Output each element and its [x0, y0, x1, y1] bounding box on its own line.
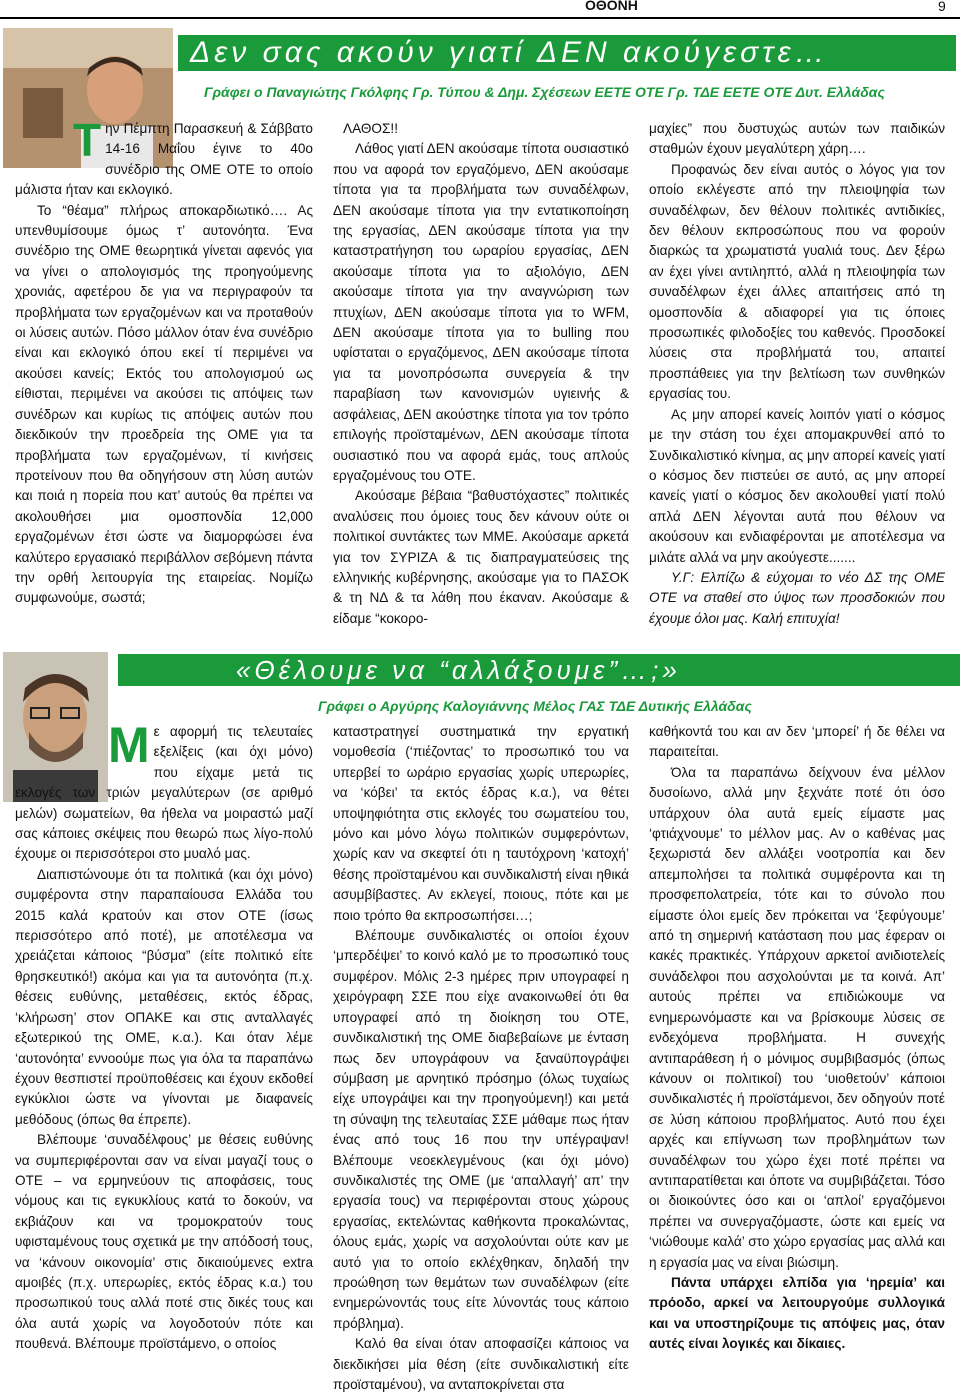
paragraph: μαχίες” που δυστυχώς αυτών των παιδικών σταθμών έχουν μεγαλύτερη χάρη….	[649, 121, 945, 157]
paragraph: Καλό θα είναι όταν αποφασίζει κάποιος να διεκδικήσει μία θέση (είτε συνδικαλιστική είτε προϊσταμένου), να ανταποκρίνεται στα	[333, 1336, 629, 1392]
article-2-column-3	[649, 722, 945, 1355]
drop-cap: Μ	[108, 717, 150, 773]
section-title: ΟΘΟΝΗ	[585, 0, 638, 13]
paragraph: Βλέπουμε συνδικαλιστές οι οποίοι έχουν ‘μπερδέψει’ το κοινό καλό με το προσωπικό τους συμφέρον. Μόλις 2-3 ημέρες πριν υπογραφεί η χειρόγραφη ΣΣΕ που είχε ανακοινωθεί ότι θα υπογραφεί από τη διοίκηση του ΟΤΕ, συνδικαλιστική της ΟΜΕ διαβεβαίωνε με ένταση πως δεν υπογράφουν να ξαναϋπογράψει σύμβαση με αρνητικό πρόσημο (όλως τυχαίως είχε υπογράψει και την προηγούμενη!) και μετά τη σύναψη της τελευταίας ΣΣΕ μάθαμε πως ήταν ένας από τους 16 που την υπέγραψαν! Βλέπουμε νεοεκλεγμένους (και όχι μόνο) συνδικαλιστές της ΟΜΕ (με ‘απαλλαγή’ απ’ την εργασία τους) να περιφέρονται στους χώρους εργασίας, εκτελώντας καθήκοντα προκαλώντας, όλους εμάς, χωρίς να ασχολούνται ούτε καν με αυτό για το οποίο εκλέχθηκαν, δηλαδή την προώθηση των θεμάτων των συναδέλφων (είτε ενημερώνοντάς τους είτε λύνοντάς τους κάποιο πρόβλημα).	[333, 928, 629, 1331]
article-2-title: «Θέλουμε να “αλλάξουμε”…;»	[118, 654, 960, 686]
article-1-column-2	[333, 119, 629, 629]
paragraph: Ακούσαμε βέβαια “βαθυστόχαστες” πολιτικές αναλύσεις που όμοιες τους δεν κάνουν ούτε οι πολιτικοί συντάκτες των ΜΜΕ. Ακούσαμε αρκετά για τον ΣΥΡΙΖΑ & τις διαπραγματεύσεις της ελληνικής κυβέρνησης, ακούσαμε για το ΠΑΣΟΚ & τη ΝΔ & τα λάθη που έκαναν. Ακούσαμε & είδαμε “κοκορο-	[333, 488, 629, 626]
paragraph: καθήκοντά του και αν δεν ‘μπορεί’ ή δε θέλει να παραιτείται.	[649, 724, 945, 760]
article-1-column-3	[649, 119, 945, 629]
paragraph: Προφανώς δεν είναι αυτός ο λόγος για τον οποίο εκλέγεστε από την πλειοψηφία των συναδέλφων, δεν θέλουν πολιτικές αντιδικίες, δεν θέλουν εκπροσώπους που να φορούν διαρκώς τα χρωματιστά γυαλιά τους. Δεν ξέρω αν έχει γίνει αντιληπτό, αλλά η πλειοψηφία των συναδέλφων έχει άλλες απαιτήσεις από τη ομοσπονδία & αδιαφορεί για τις όποιες προσωπικές φιλοδοξίες του καθενός. Προσδοκεί λύσεις στα προβλήματά του, απαιτεί προσπάθειες για την βελτίωση των συνθηκών εργασίας του.	[649, 161, 945, 402]
paragraph: ην Πέμπτη Παρασκευή & Σάββατο 14-16 Μαΐου έγινε το 40ο συνέδριο της ΟΜΕ ΟΤΕ το οποίο μάλιστα ήταν και εκλογικό.	[15, 121, 313, 198]
drop-cap: Τ	[73, 114, 102, 166]
article-1-title: Δεν σας ακούν γιατί ΔΕΝ ακούγεστε…	[178, 35, 956, 71]
paragraph: καταστρατηγεί συστηματικά την εργατική νομοθεσία (‘πιέζοντας’ το προσωπικό του να υπερβεί το ωράριο εργασίας χωρίς υπερωρίες, να ‘κόβει’ τα εκτός έδρας κ.α.), να θέτει υποψηφιότητα στις εκλογές του σωματείου του, μόνο και μόνο λόγω πολιτικών συμφερόντων, χωρίς καν να σκεφτεί ότι η ταυτόχρονη ‘κατοχή’ θέσης προϊσταμένου και συνδικαλιστή είναι ηθικά ασυμβίβαστες. Αν εκλεγεί, ποιους, πότε και με ποιο τρόπο θα εκπροσωπήσει…;	[333, 724, 629, 923]
postscript: Υ.Γ: Ελπίζω & εύχομαι το νέο ΔΣ της ΟΜΕ ΟΤΕ να σταθεί στο ύψος των προσδοκιών που έχουμε όλοι μας. Καλή επιτυχία!	[649, 569, 945, 626]
article-2-column-1	[15, 717, 313, 1355]
paragraph: ε αφορμή τις τελευταίες εξελίξεις (και όχι μόνο) που είχαμε μετά τις εκλογές των τριών μεγαλύτερων (σε αριθμό μελών) σωματείων, θα ήθελα να μοιραστώ μαζί σας κάποιες σκέψεις που θεωρώ πως λίγο-πολύ έχουμε οι περισσότεροι στο μυαλό μας.	[15, 724, 313, 862]
article-1-byline: Γράφει ο Παναγιώτης Γκόλφης Γρ. Τύπου & Δημ. Σχέσεων ΕΕΤΕ ΟΤΕ Γρ. ΤΔΕ ΕΕΤΕ ΟΤΕ Δυτ. Ελλάδας	[204, 84, 885, 100]
paragraph: Λάθος γιατί ΔΕΝ ακούσαμε τίποτα ουσιαστικό που να αφορά τον εργαζόμενο, ΔΕΝ ακούσαμε τίποτα για τα προβλήματα των συναδέλφων, ΔΕΝ ακούσαμε τίποτα για την εντατικοποίηση της εργασίας, ΔΕΝ ακούσαμε τίποτα για την καταστρατήγηση του ωραρίου εργασίας, ΔΕΝ ακούσαμε τίποτα για το αξιολόγιο, ΔΕΝ ακούσαμε τίποτα για την αναγνώριση των πτυχίων, ΔΕΝ ακούσαμε τίποτα για το WFM, ΔΕΝ ακούσαμε τίποτα για το bulling που υφίσταται ο εργαζόμενος, ΔΕΝ ακούσαμε τίποτα για τα μονοπρόσωπα συνεργεία & την παραβίαση των κανονισμών υγιεινής & ασφάλειας, ΔΕΝ ακούστηκε τίποτα για τον τρόπο επιλογής προϊσταμένων, ΔΕΝ ακούσαμε τίποτα ουσιαστικό που να αφορά εμάς, τους απλούς εργαζομένους του ΟΤΕ.	[333, 141, 629, 483]
paragraph: Διαπιστώνουμε ότι τα πολιτικά (και όχι μόνο) συμφέροντα στην παραπαίουσα Ελλάδα του 2015 καλά κρατούν και στον ΟΤΕ (ίσως περισσότερο από ποτέ), με αποτέλεσμα να χρειάζεται κάποιος “βύσμα” (είτε πολιτικό είτε θρησκευτικό!) ακόμα και για τα αυτονόητα (π.χ. θέσεις ευθύνης, μεταθέσεις, εκτός έδρας, ‘κλήρωση’ στον ΟΠΑΚΕ και στις ανταλλαγές εξωτερικού της ΟΜΕ, κ.α.). Και όταν λέμε ‘αυτονόητα’ εννοούμε πως για όλα τα παραπάνω έχουν θεσπιστεί προϋποθέσεις και έχουν εκδοθεί εγκύκλιοι ώστε να γίνονται με διαφανείς μεθόδους (όπως θα έπρεπε).	[15, 866, 313, 1127]
paragraph: Όλα τα παραπάνω δείχνουν ένα μέλλον δυσοίωνο, αλλά μην ξεχνάτε ποτέ ότι όσο υπάρχουν όλα αυτά εμείς είμαστε μας ‘φτιάχνουμε’ το μέλλον μας. Αν ο καθένας μας ξεχωριστά δεν αλλάξει νοοτροπία και δεν απεμπολήσει τα πολιτικά συμφέροντα και τη προσφεπολατρεία, τότε και το σύνολο που είμαστε όλοι εμείς δεν πρόκειται να ‘ξεφύγουμε’ από τη σημερινή κατάσταση που μας έφεραν οι κακές πρακτικές. Υπάρχουν αρκετοί ανιδιοτελείς συνάδελφοι που ασχολούνται με τα κοινά. Απ’ αυτούς πρέπει να επιδιώκουμε να ενημερωνόμαστε και να βρίσκουμε λύσεις σε ενδεχόμενα προβλήματα. Η συνεχής αντιπαράθεση ή ο μόνιμος συμβιβασμός (όπως κάνουν οι πολιτικοί) του ‘υιοθετούν’ κάποιοι συνδικαλιστές ή προϊστάμενοι, δεν οδηγούν ποτέ σε λύση κάποιου προβλήματος. Αυτό που έχει αρχές και επίγνωση των προβλημάτων των συναδέλφων του χώρο έχει ποτέ πρέπει να αντιπαρατίθεται και όποτε να συμβιβάζεται. Τόσο οι διοικούντες όσο και οι ‘απλοί’ εργαζόμενοι πρέπει να συνεργαζόμαστε, ώστε και εμείς να ‘νιώθουμε καλά’ στο χώρο εργασίας μας αλλά και η εργασία μας να είναι βιώσιμη.	[649, 764, 945, 1270]
article-2-column-2	[333, 722, 629, 1395]
header-rule	[0, 17, 960, 19]
article-1-column-1	[15, 114, 313, 609]
closing-statement: Πάντα υπάρχει ελπίδα για ‘ηρεμία’ και πρόοδο, αρκεί να λειτουργούμε συλλογικά και να υποστηρίζουμε τις απόψεις μας, όταν αυτές είναι λογικές και δίκαιες.	[649, 1274, 945, 1352]
paragraph: ΛΑΘΟΣ!!	[343, 121, 398, 136]
page-number: 9	[938, 0, 946, 14]
paragraph: Το “θέαμα” πλήρως αποκαρδιωτικό…. Ας υπενθυμίσουμε όμως τ’ αυτονόητα. Ένα συνέδριο της ΟΜΕ θεωρητικά γίνεται αφενός για να γίνει ο απολογισμός της προηγούμενης χρονιάς, αφετέρου δε για να περιγραφούν τα προβλήματα των εργαζομένων και να προταθούν οι λύσεις αυτών. Πόσο μάλλον όταν ένα συνέδριο είναι και εκλογικό όπου εκεί τί περιμένει να ακούσει κανείς; Εκτός του απολογισμού ως είθισται, περιμένει να ακούσει τις απόψεις των συνέδρων και κυρίως τις απόψεις αυτών που διεκδικούν την προεδρεία της ΟΜΕ για τα προβλήματα των εργαζομένων, τί κινήσεις προτείνουν που θα οδηγήσουν στη λύση αυτών και ποιά η πορεία που κατ’ αυτούς θα πρέπει να ακολουθήσει μια ομοσπονδία 12,000 εργαζομένων έτσι ώστε να διαμορφώσει ένα καλύτερο εργασιακό περιβάλλον σεβόμενη πάντα την ορθή λειτουργία της εταιρείας. Νομίζω συμφωνούμε, σωστά;	[15, 202, 313, 606]
article-2-byline: Γράφει ο Αργύρης Καλογιάννης Μέλος ΓΑΣ ΤΔΕ Δυτικής Ελλάδας	[318, 698, 752, 714]
paragraph: Βλέπουμε ‘συναδέλφους’ με θέσεις ευθύνης να συμπεριφέρονται σαν να είναι μαγαζί τους ο ΟΤΕ – να ερμηνεύουν τις αποφάσεις, τους νόμους και τις εγκυκλίους κατά το δοκούν, να εκβιάζουν και να τρομοκρατούν τους υφισταμένους τους σχετικά με την απόδοσή τους, να ‘κάνουν οικονομία’ στις δικαιούμενες extra αμοιβές (π.χ. υπερωρίες, εκτός έδρας κ.α.) του προσωπικού τους αλλά ποτέ στις δικές τους και όλα αυτά χωρίς να λογοδοτούν πότε και πουθενά. Βλέπουμε προϊστάμενο, ο οποίος	[15, 1132, 313, 1352]
paragraph: Ας μην απορεί κανείς λοιπόν γιατί ο κόσμος με την στάση του έχει απομακρυνθεί από το Συνδικαλιστικό κίνημα, ας μην απορεί κανείς γιατί ο κόσμος δεν πιστεύει σε αυτό, ας μην απορεί κανείς γιατί ο κόσμος δεν ακολουθεί γιατί πολύ απλά ΔΕΝ λέγονται αυτά που θέλουν να ακούσουν και ενδιαφέρονται με αποτέλεσμα να μιλάτε αλλά να μην ακούγεστε.......	[649, 406, 945, 565]
